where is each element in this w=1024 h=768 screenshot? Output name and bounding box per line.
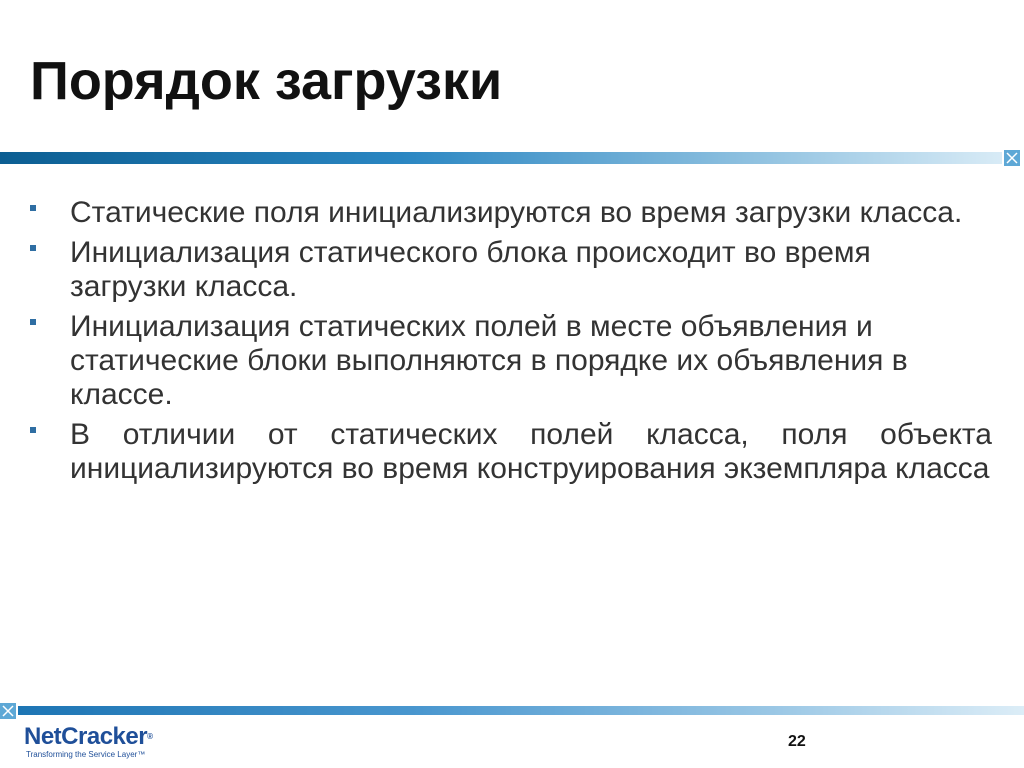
bullet-text: Статические поля инициализируются во время загрузки класса. [70,196,963,229]
slide-content [30,196,992,492]
bullet-square-icon [30,245,36,251]
bullet-item [30,310,992,412]
bullet-list [30,196,992,486]
netcracker-logo [24,724,194,764]
bullet-square-icon [30,427,36,433]
bullet-text: Инициализация статического блока происходит во время загрузки класса. [70,236,871,303]
cross-pattern-icon [1006,152,1018,164]
bullet-square-icon [30,319,36,325]
bullet-text: В отличии от статических полей класса, поля объекта инициализируются во время конструирования экземпляра класса [70,418,992,485]
registered-mark: ® [147,732,153,741]
corner-square-icon [1004,150,1020,166]
logo-name-part1: Net [24,723,62,750]
bullet-item [30,418,992,486]
logo-name-part2: Cracker [61,723,148,750]
title-underline-bar [0,152,1002,164]
bullet-item [30,196,992,230]
bullet-square-icon [30,205,36,211]
bullet-text: Инициализация статических полей в месте объявления и статические блоки выполняются в порядке их объявления в классе. [70,310,908,411]
footer-corner-square-icon [0,703,16,719]
bullet-item [30,236,992,304]
footer-bar [18,706,1024,715]
cross-pattern-icon [2,705,14,717]
slide-title: Порядок загрузки [30,51,503,111]
logo-wordmark [24,724,194,750]
page-number: 22 [788,733,806,750]
logo-tagline: Transforming the Service Layer™ [26,750,146,759]
